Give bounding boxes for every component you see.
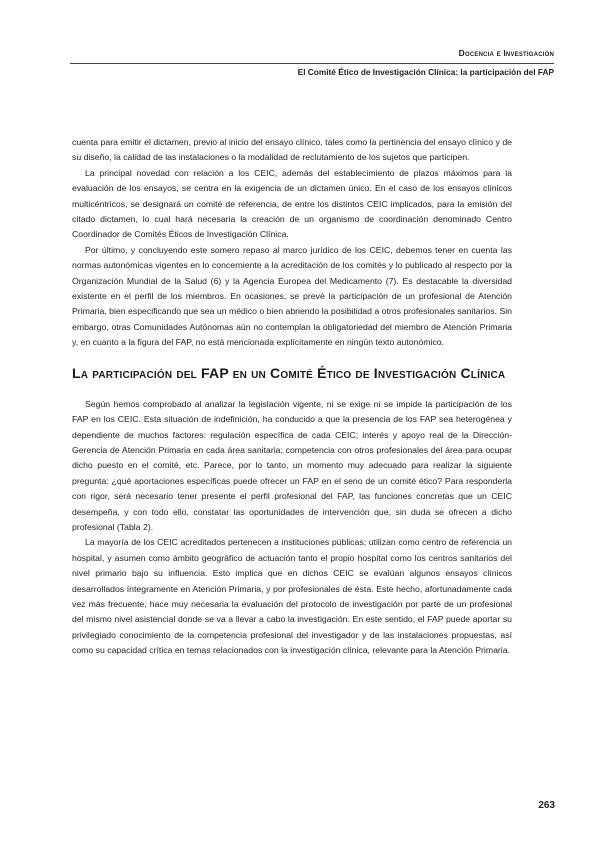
paragraph: La mayoría de los CEIC acreditados pertenecen a instituciones públicas; utilizan como centro de referencia un hospital, y asumen como ámbito geográfico de actuación tanto el propio hospital como los centros sanitarios del nivel primario bajo su influencia. Esto implica que en dichos CEIC se evalúan algunos ensayos clínicos desarrollados íntegramente en Atención Primaria, y por profesionales de ésta. Este hecho, afortunadamente cada vez más frecuente, hace muy necesaria la evaluación del protocolo de investigación por parte de un profesional del mismo nivel asistencial donde se va a llevar a cabo la investigación. En este sentido, el FAP puede aportar su privilegiado conocimiento de la competencia profesional del investigador y de las instalaciones propuestas, así como su capacidad crítica en temas relacionados con la investigación clínica, relevante para la Atención Primaria. [72, 537, 512, 656]
section-heading: La participación del FAP en un Comité Ético de Investigación Clínica [72, 364, 506, 381]
running-header [70, 47, 554, 78]
paragraph: La principal novedad con relación a los CEIC, además del establecimiento de plazos máximos para la evaluación de los ensayos, se centra en la exigencia de un dictamen único. En el caso de los ensayos clínicos multicéntricos, se designará un comité de referencia, de entre los distintos CEIC implicados, para la emisión del citado dictamen, lo cual hará necesaria la creación de un organismo de coordinación denominado Centro Coordinador de Comités Éticos de Investigación Clínica. [72, 167, 512, 240]
header-rule [70, 63, 554, 64]
section-label: Docencia e Investigación [458, 48, 554, 58]
paragraph: Según hemos comprobado al analizar la legislación vigente, ni se exige ni se impide la participación de los FAP en los CEIC. Esta situación de indefinición, ha conducido a que la presencia de los FAP sea heterogénea y dependiente de muchos factores: regulación específica de cada CEIC; interés y apoyo real de la Dirección-Gerencia de Atención Primaria en cada área sanitaria; competencia con otros profesionales del área para ocupar dicho puesto en el comité, etc. Parece, por lo tanto, un momento muy adecuado para realizar la siguiente pregunta: ¿qué aportaciones específicas puede ofrecer un FAP en el seno de un comité ético? Para responderla con rigor, será necesario tener presente el perfil profesional del FAP, las funciones concretas que un CEIC desempeña, y con todo ello, constatar las oportunidades de intervención que, sin duda se ofrecen a dicho profesional (Tabla 2). [72, 398, 512, 532]
body-text [72, 135, 512, 659]
paragraph: cuenta para emitir el dictamen, previo al inicio del ensayo clínico, tales como la pertinencia del ensayo clínico y de su diseño, la calidad de las instalaciones o la modalidad de reclutamiento de los sujetos que participen. [72, 137, 512, 163]
article-subtitle: El Comité Ético de Investigación Clínica: la participación del FAP [297, 67, 554, 77]
paragraph: Por último, y concluyendo este somero repaso al marco jurídico de los CEIC, debemos tener en cuenta las normas autonómicas vigentes en lo concerniente a la acreditación de los comités y lo publicado al respecto por la Organización Mundial de la Salud (6) y la Agencia Europea del Medicamento (7). Es destacable la diversidad existente en el perfil de los miembros. En ocasiones, se prevé la participación de un profesional de Atención Primaria, bien especificando que sea un médico o bien abriendo la posibilidad a otros profesionales sanitarios. Sin embargo, otras Comunidades Autónomas aún no contemplan la obligatoriedad del miembro de Atención Primaria y, en cuanto a la figura del FAP, no está mencionada explícitamente en ningún texto autonómico. [72, 244, 512, 348]
page-number: 263 [538, 800, 555, 811]
